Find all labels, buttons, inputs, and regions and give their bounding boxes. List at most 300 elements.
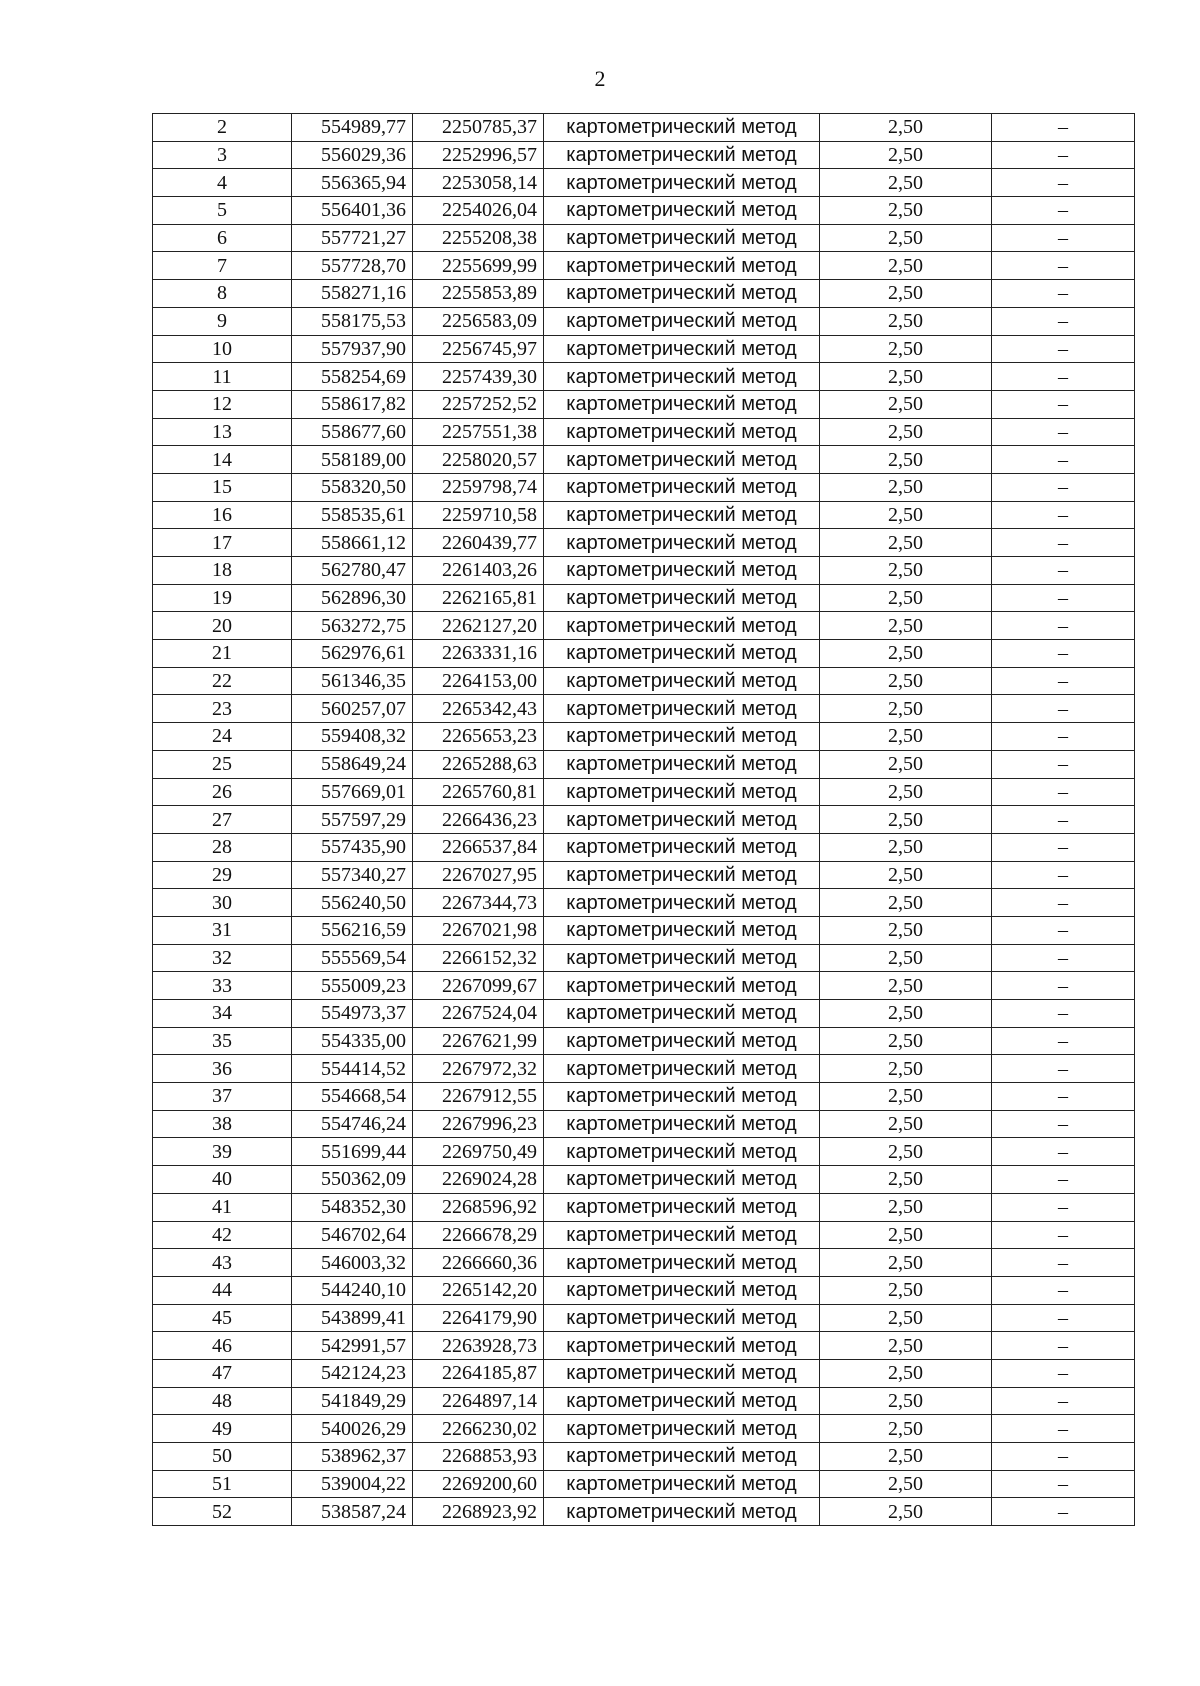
dash-cell: –: [992, 1359, 1135, 1387]
method-cell: картометрический метод: [544, 1415, 820, 1443]
y-coordinate-cell: 2267972,32: [413, 1055, 544, 1083]
accuracy-cell: 2,50: [820, 169, 992, 197]
method-cell: картометрический метод: [544, 1083, 820, 1111]
dash-cell: –: [992, 1276, 1135, 1304]
table-row: [153, 750, 1135, 778]
y-coordinate-cell: 2267621,99: [413, 1027, 544, 1055]
table-row: [153, 335, 1135, 363]
dash-cell: –: [992, 473, 1135, 501]
y-coordinate-cell: 2269024,28: [413, 1166, 544, 1194]
table-row: [153, 667, 1135, 695]
accuracy-cell: 2,50: [820, 1359, 992, 1387]
dash-cell: –: [992, 1083, 1135, 1111]
dash-cell: –: [992, 1249, 1135, 1277]
accuracy-cell: 2,50: [820, 114, 992, 142]
point-number-cell: 13: [153, 418, 292, 446]
table-row: [153, 501, 1135, 529]
point-number-cell: 17: [153, 529, 292, 557]
dash-cell: –: [992, 169, 1135, 197]
table-row: [153, 473, 1135, 501]
y-coordinate-cell: 2254026,04: [413, 197, 544, 225]
x-coordinate-cell: 557597,29: [292, 806, 413, 834]
x-coordinate-cell: 542124,23: [292, 1359, 413, 1387]
point-number-cell: 32: [153, 944, 292, 972]
x-coordinate-cell: 554668,54: [292, 1083, 413, 1111]
method-cell: картометрический метод: [544, 141, 820, 169]
accuracy-cell: 2,50: [820, 861, 992, 889]
x-coordinate-cell: 559408,32: [292, 723, 413, 751]
y-coordinate-cell: 2265653,23: [413, 723, 544, 751]
table-row: [153, 806, 1135, 834]
accuracy-cell: 2,50: [820, 197, 992, 225]
table-row: [153, 1498, 1135, 1526]
accuracy-cell: 2,50: [820, 307, 992, 335]
dash-cell: –: [992, 612, 1135, 640]
dash-cell: –: [992, 1332, 1135, 1360]
accuracy-cell: 2,50: [820, 889, 992, 917]
accuracy-cell: 2,50: [820, 833, 992, 861]
method-cell: картометрический метод: [544, 280, 820, 308]
x-coordinate-cell: 558677,60: [292, 418, 413, 446]
y-coordinate-cell: 2266436,23: [413, 806, 544, 834]
point-number-cell: 11: [153, 363, 292, 391]
x-coordinate-cell: 562780,47: [292, 557, 413, 585]
dash-cell: –: [992, 889, 1135, 917]
method-cell: картометрический метод: [544, 1276, 820, 1304]
accuracy-cell: 2,50: [820, 1470, 992, 1498]
table-row: [153, 944, 1135, 972]
table-row: [153, 584, 1135, 612]
y-coordinate-cell: 2266678,29: [413, 1221, 544, 1249]
x-coordinate-cell: 562896,30: [292, 584, 413, 612]
accuracy-cell: 2,50: [820, 584, 992, 612]
method-cell: картометрический метод: [544, 197, 820, 225]
y-coordinate-cell: 2267027,95: [413, 861, 544, 889]
method-cell: картометрический метод: [544, 1000, 820, 1028]
accuracy-cell: 2,50: [820, 723, 992, 751]
y-coordinate-cell: 2263928,73: [413, 1332, 544, 1360]
dash-cell: –: [992, 501, 1135, 529]
x-coordinate-cell: 550362,09: [292, 1166, 413, 1194]
point-number-cell: 47: [153, 1359, 292, 1387]
x-coordinate-cell: 544240,10: [292, 1276, 413, 1304]
x-coordinate-cell: 555569,54: [292, 944, 413, 972]
dash-cell: –: [992, 806, 1135, 834]
table-row: [153, 1138, 1135, 1166]
method-cell: картометрический метод: [544, 1359, 820, 1387]
dash-cell: –: [992, 1470, 1135, 1498]
table-row: [153, 1470, 1135, 1498]
method-cell: картометрический метод: [544, 1110, 820, 1138]
dash-cell: –: [992, 750, 1135, 778]
method-cell: картометрический метод: [544, 667, 820, 695]
x-coordinate-cell: 543899,41: [292, 1304, 413, 1332]
x-coordinate-cell: 539004,22: [292, 1470, 413, 1498]
point-number-cell: 6: [153, 224, 292, 252]
point-number-cell: 50: [153, 1443, 292, 1471]
method-cell: картометрический метод: [544, 972, 820, 1000]
dash-cell: –: [992, 944, 1135, 972]
method-cell: картометрический метод: [544, 224, 820, 252]
accuracy-cell: 2,50: [820, 501, 992, 529]
x-coordinate-cell: 558175,53: [292, 307, 413, 335]
y-coordinate-cell: 2264179,90: [413, 1304, 544, 1332]
method-cell: картометрический метод: [544, 695, 820, 723]
table-row: [153, 612, 1135, 640]
method-cell: картометрический метод: [544, 363, 820, 391]
x-coordinate-cell: 563272,75: [292, 612, 413, 640]
y-coordinate-cell: 2257439,30: [413, 363, 544, 391]
table-row: [153, 446, 1135, 474]
dash-cell: –: [992, 584, 1135, 612]
dash-cell: –: [992, 916, 1135, 944]
point-number-cell: 2: [153, 114, 292, 142]
x-coordinate-cell: 557340,27: [292, 861, 413, 889]
method-cell: картометрический метод: [544, 1166, 820, 1194]
x-coordinate-cell: 558254,69: [292, 363, 413, 391]
point-number-cell: 20: [153, 612, 292, 640]
dash-cell: –: [992, 1443, 1135, 1471]
accuracy-cell: 2,50: [820, 280, 992, 308]
dash-cell: –: [992, 1498, 1135, 1526]
point-number-cell: 43: [153, 1249, 292, 1277]
x-coordinate-cell: 557728,70: [292, 252, 413, 280]
y-coordinate-cell: 2260439,77: [413, 529, 544, 557]
x-coordinate-cell: 560257,07: [292, 695, 413, 723]
dash-cell: –: [992, 1138, 1135, 1166]
method-cell: картометрический метод: [544, 1443, 820, 1471]
x-coordinate-cell: 557669,01: [292, 778, 413, 806]
y-coordinate-cell: 2252996,57: [413, 141, 544, 169]
point-number-cell: 14: [153, 446, 292, 474]
accuracy-cell: 2,50: [820, 1304, 992, 1332]
accuracy-cell: 2,50: [820, 224, 992, 252]
accuracy-cell: 2,50: [820, 1443, 992, 1471]
point-number-cell: 29: [153, 861, 292, 889]
table-row: [153, 778, 1135, 806]
table-row: [153, 640, 1135, 668]
table-row: [153, 723, 1135, 751]
table-row: [153, 1387, 1135, 1415]
table-row: [153, 1221, 1135, 1249]
point-number-cell: 10: [153, 335, 292, 363]
x-coordinate-cell: 554989,77: [292, 114, 413, 142]
dash-cell: –: [992, 280, 1135, 308]
y-coordinate-cell: 2250785,37: [413, 114, 544, 142]
method-cell: картометрический метод: [544, 501, 820, 529]
table-row: [153, 252, 1135, 280]
method-cell: картометрический метод: [544, 889, 820, 917]
point-number-cell: 24: [153, 723, 292, 751]
y-coordinate-cell: 2261403,26: [413, 557, 544, 585]
method-cell: картометрический метод: [544, 1055, 820, 1083]
method-cell: картометрический метод: [544, 390, 820, 418]
table-row: [153, 889, 1135, 917]
y-coordinate-cell: 2269200,60: [413, 1470, 544, 1498]
point-number-cell: 22: [153, 667, 292, 695]
x-coordinate-cell: 558649,24: [292, 750, 413, 778]
accuracy-cell: 2,50: [820, 141, 992, 169]
y-coordinate-cell: 2255699,99: [413, 252, 544, 280]
accuracy-cell: 2,50: [820, 1498, 992, 1526]
method-cell: картометрический метод: [544, 916, 820, 944]
table-row: [153, 1166, 1135, 1194]
method-cell: картометрический метод: [544, 418, 820, 446]
accuracy-cell: 2,50: [820, 1415, 992, 1443]
point-number-cell: 27: [153, 806, 292, 834]
method-cell: картометрический метод: [544, 1221, 820, 1249]
point-number-cell: 4: [153, 169, 292, 197]
y-coordinate-cell: 2269750,49: [413, 1138, 544, 1166]
dash-cell: –: [992, 557, 1135, 585]
method-cell: картометрический метод: [544, 944, 820, 972]
accuracy-cell: 2,50: [820, 390, 992, 418]
table-row: [153, 529, 1135, 557]
table-row: [153, 1083, 1135, 1111]
accuracy-cell: 2,50: [820, 557, 992, 585]
accuracy-cell: 2,50: [820, 1110, 992, 1138]
method-cell: картометрический метод: [544, 833, 820, 861]
table-row: [153, 1276, 1135, 1304]
point-number-cell: 48: [153, 1387, 292, 1415]
dash-cell: –: [992, 640, 1135, 668]
y-coordinate-cell: 2255853,89: [413, 280, 544, 308]
accuracy-cell: 2,50: [820, 446, 992, 474]
point-number-cell: 3: [153, 141, 292, 169]
y-coordinate-cell: 2258020,57: [413, 446, 544, 474]
method-cell: картометрический метод: [544, 778, 820, 806]
method-cell: картометрический метод: [544, 1387, 820, 1415]
y-coordinate-cell: 2264153,00: [413, 667, 544, 695]
x-coordinate-cell: 540026,29: [292, 1415, 413, 1443]
dash-cell: –: [992, 723, 1135, 751]
method-cell: картометрический метод: [544, 307, 820, 335]
point-number-cell: 7: [153, 252, 292, 280]
coordinates-table: [152, 113, 1135, 1526]
y-coordinate-cell: 2256745,97: [413, 335, 544, 363]
accuracy-cell: 2,50: [820, 750, 992, 778]
point-number-cell: 42: [153, 1221, 292, 1249]
dash-cell: –: [992, 418, 1135, 446]
dash-cell: –: [992, 224, 1135, 252]
dash-cell: –: [992, 1387, 1135, 1415]
table-row: [153, 363, 1135, 391]
method-cell: картометрический метод: [544, 557, 820, 585]
y-coordinate-cell: 2256583,09: [413, 307, 544, 335]
method-cell: картометрический метод: [544, 584, 820, 612]
point-number-cell: 46: [153, 1332, 292, 1360]
y-coordinate-cell: 2267996,23: [413, 1110, 544, 1138]
point-number-cell: 44: [153, 1276, 292, 1304]
table-row: [153, 1304, 1135, 1332]
dash-cell: –: [992, 861, 1135, 889]
y-coordinate-cell: 2253058,14: [413, 169, 544, 197]
dash-cell: –: [992, 252, 1135, 280]
point-number-cell: 37: [153, 1083, 292, 1111]
accuracy-cell: 2,50: [820, 695, 992, 723]
method-cell: картометрический метод: [544, 252, 820, 280]
point-number-cell: 9: [153, 307, 292, 335]
method-cell: картометрический метод: [544, 1498, 820, 1526]
table-row: [153, 280, 1135, 308]
dash-cell: –: [992, 363, 1135, 391]
dash-cell: –: [992, 529, 1135, 557]
table-row: [153, 861, 1135, 889]
table-row: [153, 1027, 1135, 1055]
point-number-cell: 5: [153, 197, 292, 225]
y-coordinate-cell: 2262165,81: [413, 584, 544, 612]
x-coordinate-cell: 554746,24: [292, 1110, 413, 1138]
dash-cell: –: [992, 141, 1135, 169]
x-coordinate-cell: 557937,90: [292, 335, 413, 363]
point-number-cell: 16: [153, 501, 292, 529]
point-number-cell: 21: [153, 640, 292, 668]
table-row: [153, 1249, 1135, 1277]
accuracy-cell: 2,50: [820, 1000, 992, 1028]
table-row: [153, 418, 1135, 446]
table-row: [153, 307, 1135, 335]
accuracy-cell: 2,50: [820, 1166, 992, 1194]
dash-cell: –: [992, 1000, 1135, 1028]
y-coordinate-cell: 2259798,74: [413, 473, 544, 501]
accuracy-cell: 2,50: [820, 418, 992, 446]
dash-cell: –: [992, 667, 1135, 695]
table-row: [153, 1415, 1135, 1443]
y-coordinate-cell: 2267912,55: [413, 1083, 544, 1111]
method-cell: картометрический метод: [544, 473, 820, 501]
y-coordinate-cell: 2266660,36: [413, 1249, 544, 1277]
method-cell: картометрический метод: [544, 1249, 820, 1277]
dash-cell: –: [992, 1304, 1135, 1332]
accuracy-cell: 2,50: [820, 778, 992, 806]
method-cell: картометрический метод: [544, 114, 820, 142]
dash-cell: –: [992, 972, 1135, 1000]
point-number-cell: 31: [153, 916, 292, 944]
point-number-cell: 40: [153, 1166, 292, 1194]
accuracy-cell: 2,50: [820, 1249, 992, 1277]
table-row: [153, 695, 1135, 723]
method-cell: картометрический метод: [544, 529, 820, 557]
method-cell: картометрический метод: [544, 861, 820, 889]
point-number-cell: 35: [153, 1027, 292, 1055]
accuracy-cell: 2,50: [820, 1387, 992, 1415]
accuracy-cell: 2,50: [820, 473, 992, 501]
point-number-cell: 26: [153, 778, 292, 806]
y-coordinate-cell: 2264185,87: [413, 1359, 544, 1387]
dash-cell: –: [992, 1221, 1135, 1249]
point-number-cell: 19: [153, 584, 292, 612]
point-number-cell: 18: [153, 557, 292, 585]
point-number-cell: 28: [153, 833, 292, 861]
x-coordinate-cell: 554973,37: [292, 1000, 413, 1028]
x-coordinate-cell: 555009,23: [292, 972, 413, 1000]
point-number-cell: 12: [153, 390, 292, 418]
x-coordinate-cell: 556401,36: [292, 197, 413, 225]
dash-cell: –: [992, 114, 1135, 142]
accuracy-cell: 2,50: [820, 363, 992, 391]
point-number-cell: 8: [153, 280, 292, 308]
point-number-cell: 34: [153, 1000, 292, 1028]
method-cell: картометрический метод: [544, 1332, 820, 1360]
x-coordinate-cell: 546702,64: [292, 1221, 413, 1249]
x-coordinate-cell: 546003,32: [292, 1249, 413, 1277]
accuracy-cell: 2,50: [820, 1083, 992, 1111]
table-row: [153, 1000, 1135, 1028]
y-coordinate-cell: 2266537,84: [413, 833, 544, 861]
point-number-cell: 33: [153, 972, 292, 1000]
method-cell: картометрический метод: [544, 750, 820, 778]
x-coordinate-cell: 557721,27: [292, 224, 413, 252]
method-cell: картометрический метод: [544, 335, 820, 363]
table-row: [153, 169, 1135, 197]
x-coordinate-cell: 556365,94: [292, 169, 413, 197]
accuracy-cell: 2,50: [820, 252, 992, 280]
accuracy-cell: 2,50: [820, 972, 992, 1000]
x-coordinate-cell: 558320,50: [292, 473, 413, 501]
x-coordinate-cell: 538962,37: [292, 1443, 413, 1471]
y-coordinate-cell: 2265760,81: [413, 778, 544, 806]
table-row: [153, 141, 1135, 169]
table-row: [153, 224, 1135, 252]
accuracy-cell: 2,50: [820, 612, 992, 640]
x-coordinate-cell: 548352,30: [292, 1193, 413, 1221]
method-cell: картометрический метод: [544, 612, 820, 640]
page-number: 2: [594, 66, 606, 91]
y-coordinate-cell: 2255208,38: [413, 224, 544, 252]
method-cell: картометрический метод: [544, 1304, 820, 1332]
point-number-cell: 30: [153, 889, 292, 917]
accuracy-cell: 2,50: [820, 1276, 992, 1304]
point-number-cell: 51: [153, 1470, 292, 1498]
table-row: [153, 1332, 1135, 1360]
point-number-cell: 45: [153, 1304, 292, 1332]
table-row: [153, 972, 1135, 1000]
point-number-cell: 52: [153, 1498, 292, 1526]
dash-cell: –: [992, 1055, 1135, 1083]
dash-cell: –: [992, 1110, 1135, 1138]
table-row: [153, 197, 1135, 225]
table-row: [153, 1443, 1135, 1471]
point-number-cell: 39: [153, 1138, 292, 1166]
x-coordinate-cell: 551699,44: [292, 1138, 413, 1166]
y-coordinate-cell: 2267021,98: [413, 916, 544, 944]
x-coordinate-cell: 557435,90: [292, 833, 413, 861]
y-coordinate-cell: 2263331,16: [413, 640, 544, 668]
accuracy-cell: 2,50: [820, 1332, 992, 1360]
dash-cell: –: [992, 833, 1135, 861]
x-coordinate-cell: 554335,00: [292, 1027, 413, 1055]
y-coordinate-cell: 2267524,04: [413, 1000, 544, 1028]
x-coordinate-cell: 558189,00: [292, 446, 413, 474]
table-row: [153, 1193, 1135, 1221]
point-number-cell: 25: [153, 750, 292, 778]
dash-cell: –: [992, 307, 1135, 335]
accuracy-cell: 2,50: [820, 1027, 992, 1055]
y-coordinate-cell: 2268596,92: [413, 1193, 544, 1221]
x-coordinate-cell: 561346,35: [292, 667, 413, 695]
table-row: [153, 833, 1135, 861]
accuracy-cell: 2,50: [820, 1138, 992, 1166]
y-coordinate-cell: 2267344,73: [413, 889, 544, 917]
y-coordinate-cell: 2257252,52: [413, 390, 544, 418]
table-row: [153, 557, 1135, 585]
y-coordinate-cell: 2259710,58: [413, 501, 544, 529]
method-cell: картометрический метод: [544, 1470, 820, 1498]
dash-cell: –: [992, 197, 1135, 225]
accuracy-cell: 2,50: [820, 944, 992, 972]
y-coordinate-cell: 2257551,38: [413, 418, 544, 446]
point-number-cell: 38: [153, 1110, 292, 1138]
